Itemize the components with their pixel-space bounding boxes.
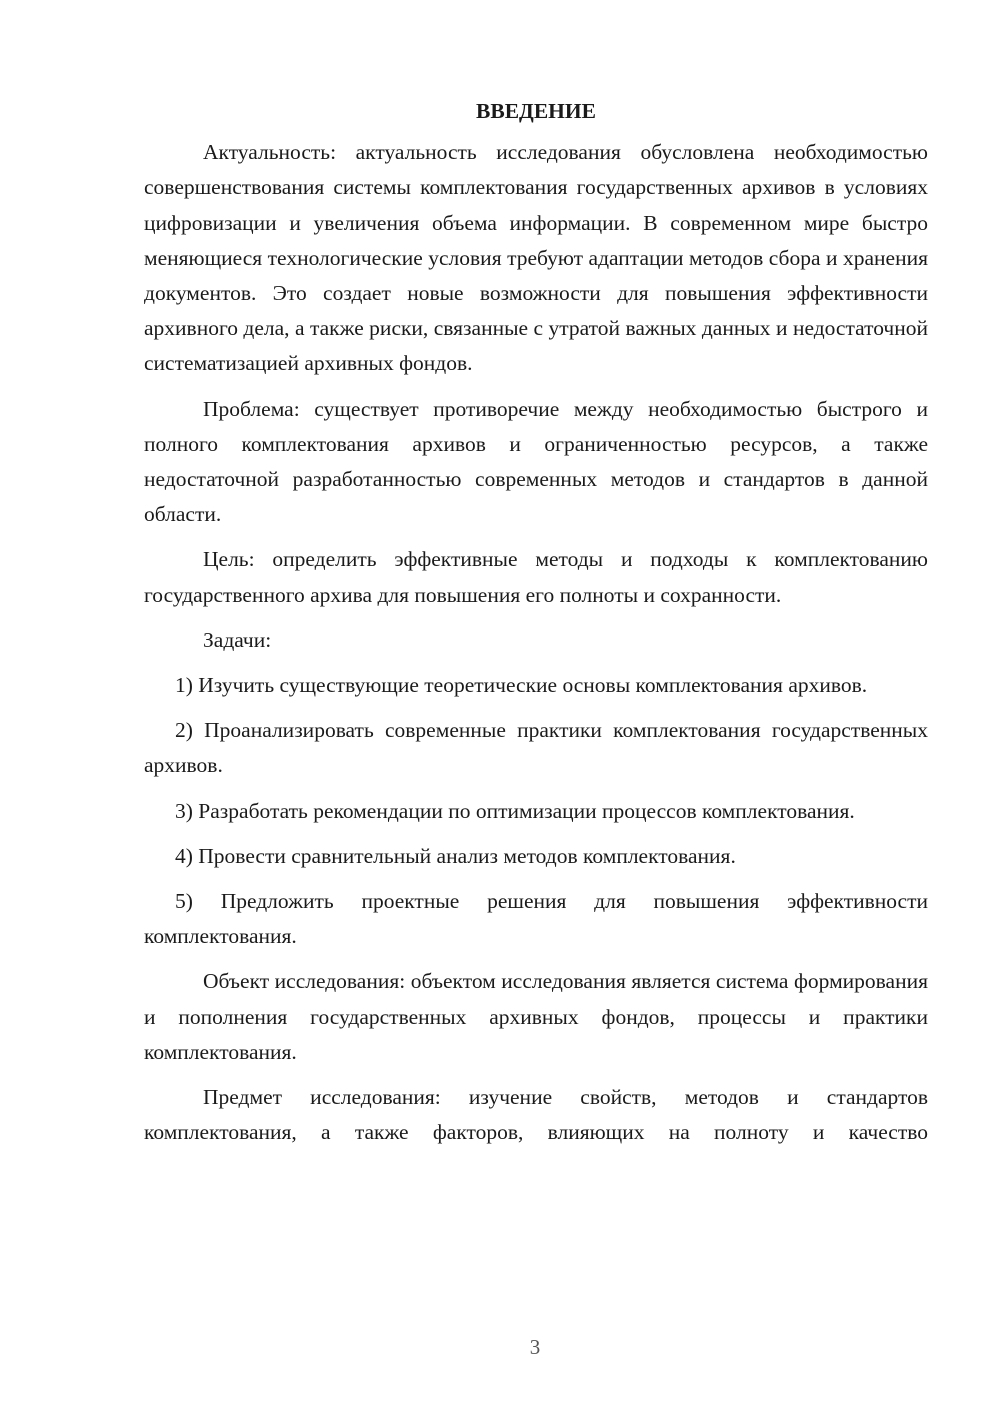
- section-heading: ВВЕДЕНИЕ: [476, 99, 596, 123]
- task-item: 5) Предложить проектные решения для повышения эффективности комплектования.: [144, 889, 928, 949]
- paragraph-tasks-heading: Задачи:: [203, 627, 272, 652]
- page-number: 3: [529, 1335, 541, 1359]
- task-item: 4) Провести сравнительный анализ методов комплектования.: [175, 843, 736, 868]
- paragraph-subject: Предмет исследования: изучение свойств, методов и стандартов комплектования, а также факторов, влияющих на полноту и качество: [144, 1085, 928, 1145]
- task-item: 3) Разработать рекомендации по оптимизации процессов комплектования.: [175, 798, 855, 823]
- task-item: 2) Проанализировать современные практики комплектования государственных архивов.: [144, 718, 928, 778]
- paragraph-goal: Цель: определить эффективные методы и подходы к комплектованию государственного архива для повышения его полноты и сохранности.: [144, 547, 928, 607]
- paragraph-problem: Проблема: существует противоречие между необходимостью быстрого и полного комплектования архивов и ограниченностью ресурсов, а также недостаточной разработанностью современных методов и стандартов в данной области.: [144, 396, 928, 527]
- paragraph-relevance: Актуальность: актуальность исследования обусловлена необходимостью совершенствования системы комплектования государственных архивов в условиях цифровизации и увеличения объема информации. В современном мире быстро меняющиеся технологические условия требуют адаптации методов сбора и хранения документов. Это создает новые возможности для повышения эффективности архивного дела, а также риски, связанные с утратой важных данных и недостаточной систематизацией архивных фондов.: [144, 140, 928, 376]
- paragraph-object: Объект исследования: объектом исследования является система формирования и пополнения государственных архивных фондов, процессы и практики комплектования.: [144, 969, 928, 1064]
- task-item: 1) Изучить существующие теоретические основы комплектования архивов.: [175, 673, 868, 698]
- page-content: [144, 94, 928, 1160]
